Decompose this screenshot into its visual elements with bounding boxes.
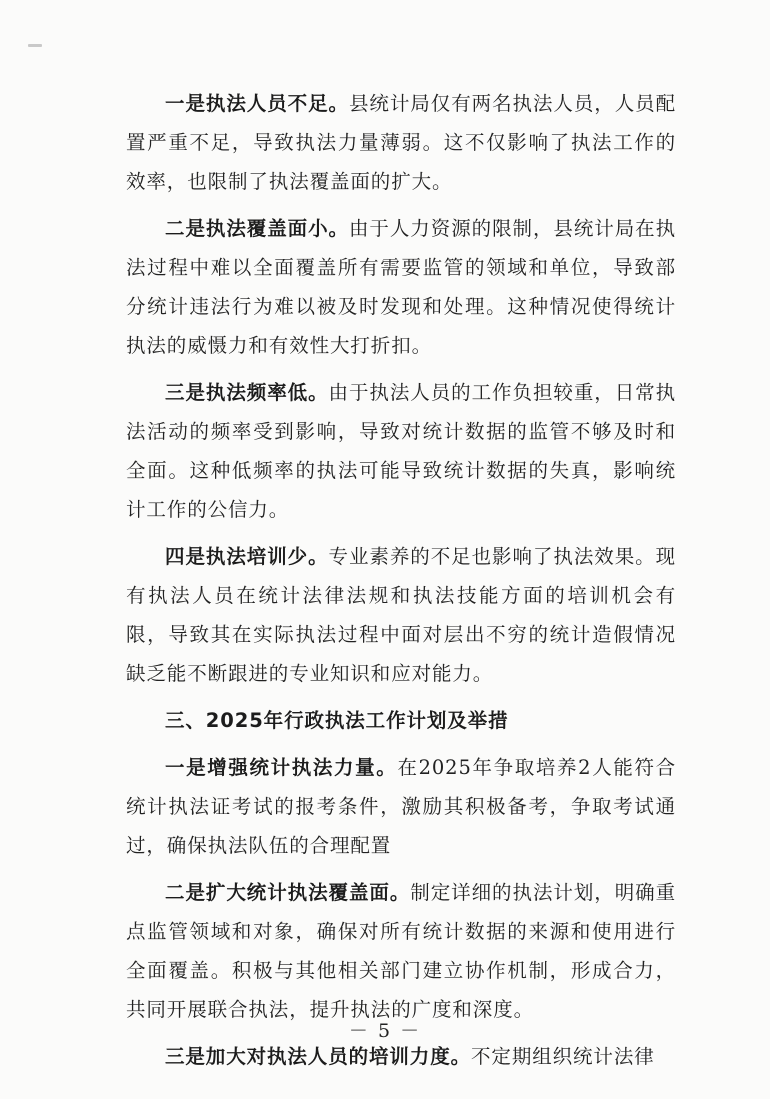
paragraph-lead: 二是执法覆盖面小。 <box>165 217 349 240</box>
paragraph-lead: 一是增强统计执法力量。 <box>165 756 398 779</box>
measure-strengthen-force <box>126 748 676 865</box>
measure-expand-coverage <box>126 873 676 1029</box>
scan-artifact-mark <box>28 44 42 47</box>
paragraph-little-training <box>126 537 676 693</box>
paragraph-small-coverage <box>126 209 676 365</box>
paragraph-text: 由于人力资源的限制，县统计局在执法过程中难以全面覆盖所有需要监管的领域和单位，导致部分统计违法行为难以被及时发现和处理。这种情况使得统计执法的威慑力和有效性大打折扣。 <box>126 217 676 357</box>
paragraph-low-frequency <box>126 373 676 529</box>
paragraph-text: 由于执法人员的工作负担较重，日常执法活动的频率受到影响，导致对统计数据的监管不够及时和全面。这种低频率的执法可能导致统计数据的失真，影响统计工作的公信力。 <box>126 381 676 521</box>
paragraph-lead: 一是执法人员不足。 <box>165 92 349 115</box>
section-heading: 三、2025年行政执法工作计划及举措 <box>165 709 509 732</box>
paragraph-text: 专业素养的不足也影响了执法效果。现有执法人员在统计法律法规和执法技能方面的培训机会有限，导致其在实际执法过程中面对层出不穷的统计造假情况缺乏能不断跟进的专业知识和应对能力。 <box>126 545 676 685</box>
page-number: － 5 － <box>348 1020 422 1042</box>
paragraph-text: 制定详细的执法计划，明确重点监管领域和对象，确保对所有统计数据的来源和使用进行全面覆盖。积极与其他相关部门建立协作机制，形成合力，共同开展联合执法，提升执法的广度和深度。 <box>126 881 676 1021</box>
paragraph-lead: 三是执法频率低。 <box>165 381 329 404</box>
paragraph-text: 县统计局仅有两名执法人员，人员配置严重不足，导致执法力量薄弱。这不仅影响了执法工作的效率，也限制了执法覆盖面的扩大。 <box>126 92 676 193</box>
document-body <box>126 84 676 1084</box>
paragraph-lead: 四是执法培训少。 <box>165 545 329 568</box>
paragraph-text: 在2025年争取培养2人能符合统计执法证考试的报考条件，激励其积极备考，争取考试通过，确保执法队伍的合理配置 <box>126 756 676 857</box>
paragraph-lead: 三是加大对执法人员的培训力度。 <box>165 1045 472 1068</box>
paragraph-insufficient-staff <box>126 84 676 201</box>
paragraph-text: 不定期组织统计法律 <box>471 1045 655 1068</box>
paragraph-lead: 二是扩大统计执法覆盖面。 <box>165 881 411 904</box>
